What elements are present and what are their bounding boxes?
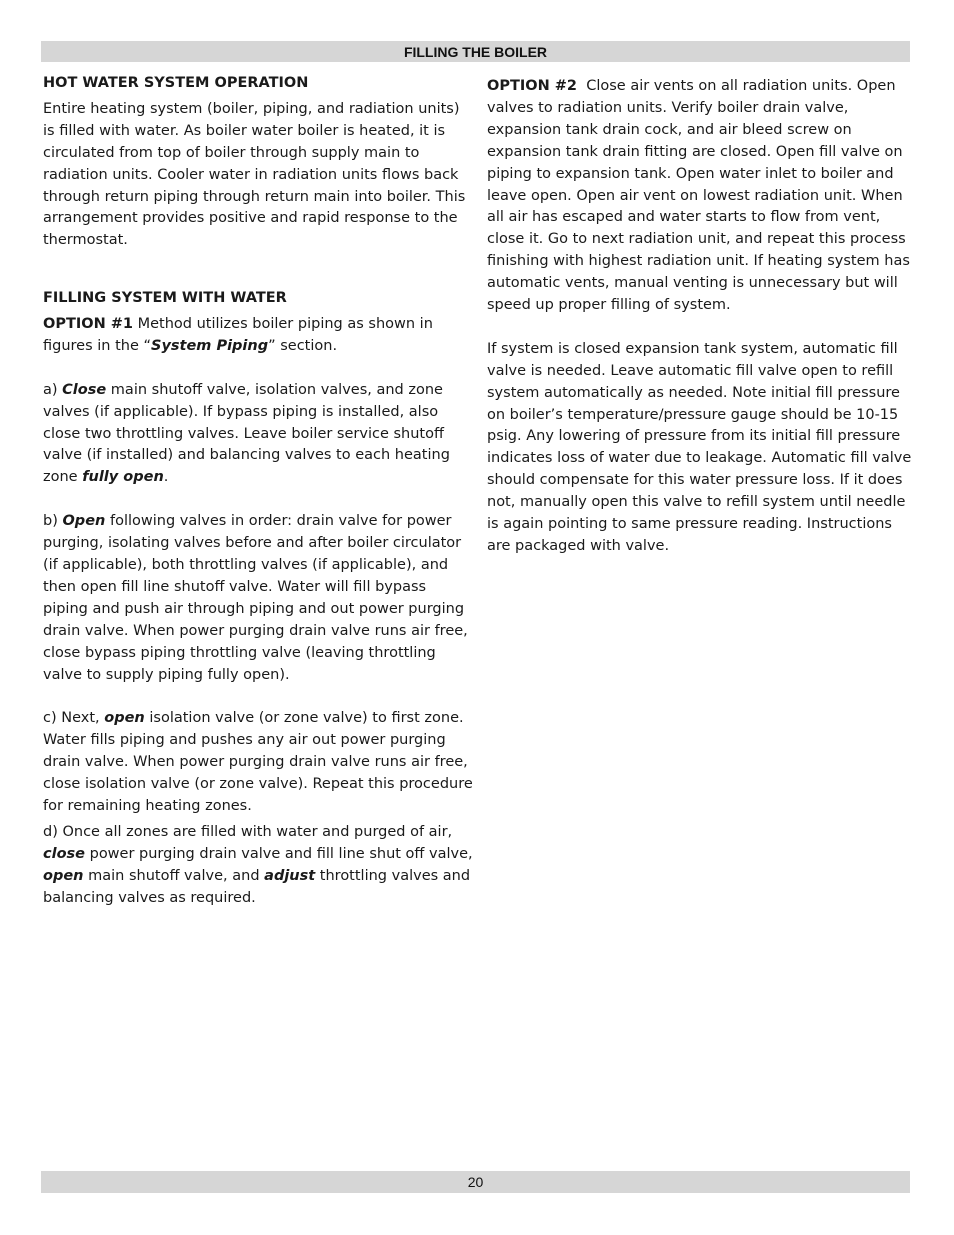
step-b-verb: Open [62,513,106,530]
option2-text: Close air vents on all radiation units. Open valves to radiation units. Verify boiler drain valve, expansion tank drain cock, and air bleed screw on expansion tank drain fitting are closed. Open fill valve on piping to expansion tank. Open water inlet to boiler and leave open. Open air vent on lowest radiation unit. When all air has escaped and water starts to flow from vent, close it. Go to next radiation unit, and repeat this process finishing with highest radiation unit. If heating system has automatic vents, manual venting is unnecessary but will speed up proper filling of system. [487,78,915,314]
page-number: 20 [467,1174,484,1190]
right-column [487,76,917,558]
step-d-text2: main shutoff valve, and [83,867,265,884]
page-footer [41,1171,910,1193]
section-heading-hot-water: HOT WATER SYSTEM OPERATION [43,75,309,91]
option2-label: OPTION #2 [487,78,577,94]
hot-water-paragraph: Entire heating system (boiler, piping, and radiation units) is filled with water. As boiler water boiler is heated, it is circulated from top of boiler through supply main to radiation units. Cooler water in radiation units flows back through return piping through return main into boiler. This arrangement provides positive and rapid response to the thermostat. [43,100,466,249]
step-b-text: following valves in order: drain valve for power purging, isolating valves before and after boiler circulator (if applicable), both throttling valves (if applicable), and then open fill line shutoff valve. Water will fill bypass piping and push air through piping and out power purging drain valve. When power purging drain valve runs air free, close bypass piping throttling valve (leaving throttling valve to supply piping fully open). [43,513,468,683]
option1-paragraph [43,314,475,358]
step-d-text3: throttling valves and balancing valves as required. [43,867,471,906]
option2-paragraph [487,76,917,317]
step-a-verb: Close [62,381,107,398]
step-a-text: main shutoff valve, isolation valves, and zone valves (if applicable). If bypass piping is installed, also close two throttling valves. Leave boiler service shutoff valve (if installed) and balancing valves to each heating zone [43,381,450,486]
step-c-verb: open [104,710,145,727]
header-title: FILLING THE BOILER [403,44,548,60]
option1-text-before: Method utilizes boiler piping as shown in figures in the “ [43,316,433,354]
step-a-prefix: a) [43,381,63,398]
step-c-text: isolation valve (or zone valve) to first zone. Water fills piping and pushes any air out power purging drain valve. When power purging drain valve runs air free, close isolation valve (or zone valve). Repeat this procedure for remaining heating zones. [43,710,473,814]
left-column [43,73,475,909]
step-c-paragraph [43,708,475,818]
step-d-text1: power purging drain valve and fill line shut off valve, [85,845,473,862]
system-piping-ref: System Piping [151,337,269,354]
page-header [41,41,910,62]
step-d-verb-open: open [43,867,84,884]
section-heading-filling: FILLING SYSTEM WITH WATER [43,290,287,307]
step-d-verb-adjust: adjust [264,867,316,884]
step-b-paragraph [43,511,475,686]
step-a-end: . [163,469,169,486]
closed-system-paragraph: If system is closed expansion tank system, automatic fill valve is needed. Leave automatic fill valve open to refill system automatically as needed. Note initial fill pressure on boiler’s temperature/pressure gauge should be 10-15 psig. Any lowering of pressure from its initial fill pressure indicates loss of water due to leakage. Automatic fill valve should compensate for this water pressure loss. If it does not, manually open this valve to refill system until needle is again pointing to same pressure reading. Instructions are packaged with valve. [487,340,912,555]
step-b-prefix: b) [43,513,63,530]
step-a-emph: fully open [82,469,164,486]
option1-label: OPTION #1 [43,316,133,333]
option1-text-after: ” section. [268,337,338,354]
step-d-prefix: d) Once all zones are filled with water and purged of air, [43,823,453,840]
step-a-paragraph [43,380,475,490]
step-c-prefix: c) Next, [43,710,105,727]
step-d-paragraph [43,822,475,910]
step-d-verb-close: close [43,845,85,862]
